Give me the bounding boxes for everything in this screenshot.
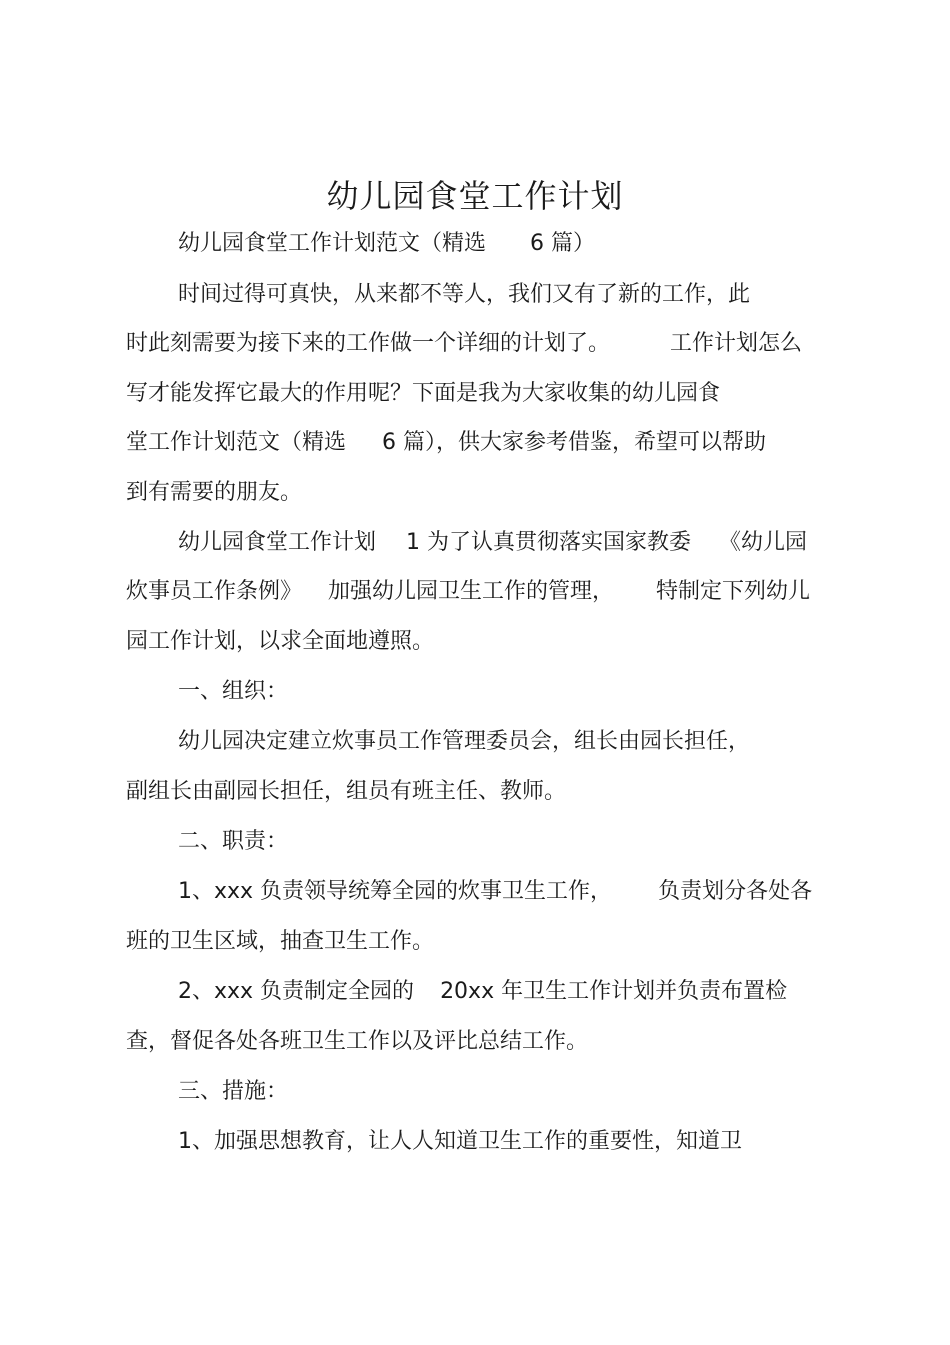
intro-line-2a: 时此刻需要为接下来的工作做一个详细的计划了。	[126, 331, 611, 356]
section2-item1-line-1a: 1、xxx 负责领导统筹全园的炊事卫生工作，	[178, 879, 613, 904]
intro-line-4	[126, 428, 766, 458]
intro-line-4a: 堂工作计划范文（精选	[126, 430, 347, 455]
plan1-line-3: 园工作计划，以求全面地遵照。	[126, 629, 435, 654]
intro-line-2	[126, 329, 802, 359]
document-title: 幼儿园食堂工作计划	[326, 177, 624, 215]
plan1-line-2a: 炊事员工作条例》	[126, 579, 303, 604]
plan1-line-2b: 加强幼儿园卫生工作的管理，	[328, 579, 615, 604]
section3-item1-line-1: 1、加强思想教育，让人人知道卫生工作的重要性，知道卫	[178, 1129, 742, 1154]
intro-line-2b: 工作计划怎么	[670, 331, 803, 356]
plan1-line-2c: 特制定下列幼儿	[656, 579, 811, 604]
plan1-line-2	[126, 577, 810, 607]
intro-line-5: 到有需要的朋友。	[126, 480, 303, 505]
plan1-line-1b: 1 为了认真贯彻落实国家教委	[406, 530, 692, 555]
intro-line-1: 时间过得可真快，从来都不等人，我们又有了新的工作，此	[178, 282, 751, 307]
section2-item1-line-1b: 负责划分各处各	[658, 879, 813, 904]
intro-line-4b: 6 篇），供大家参考借鉴，希望可以帮助	[382, 430, 767, 455]
intro-line-3: 写才能发挥它最大的作用呢？下面是我为大家收集的幼儿园食	[126, 381, 721, 406]
section3-heading: 三、措施：	[178, 1079, 289, 1104]
section1-line-2: 副组长由副园长担任，组员有班主任、教师。	[126, 779, 567, 804]
plan1-line-1c: 《幼儿园	[719, 530, 808, 555]
section2-item2-line-1b: 20xx 年卫生工作计划并负责布置检	[440, 979, 788, 1004]
plan1-line-1	[178, 528, 807, 558]
subtitle-line	[178, 229, 595, 259]
subtitle-count: 6 篇）	[530, 231, 596, 256]
section2-heading: 二、职责：	[178, 829, 289, 854]
plan1-line-1a: 幼儿园食堂工作计划	[178, 530, 377, 555]
subtitle-text: 幼儿园食堂工作计划范文（精选	[178, 231, 487, 256]
section2-item2-line-1a: 2、xxx 负责制定全园的	[178, 979, 415, 1004]
section2-item1-line-1	[178, 877, 812, 907]
section2-item2-line-2: 查，督促各处各班卫生工作以及评比总结工作。	[126, 1029, 589, 1054]
section2-item1-line-2: 班的卫生区域，抽查卫生工作。	[126, 929, 435, 954]
section2-item2-line-1	[178, 977, 787, 1007]
section1-heading: 一、组织：	[178, 679, 289, 704]
section1-line-1: 幼儿园决定建立炊事员工作管理委员会，组长由园长担任，	[178, 729, 751, 754]
